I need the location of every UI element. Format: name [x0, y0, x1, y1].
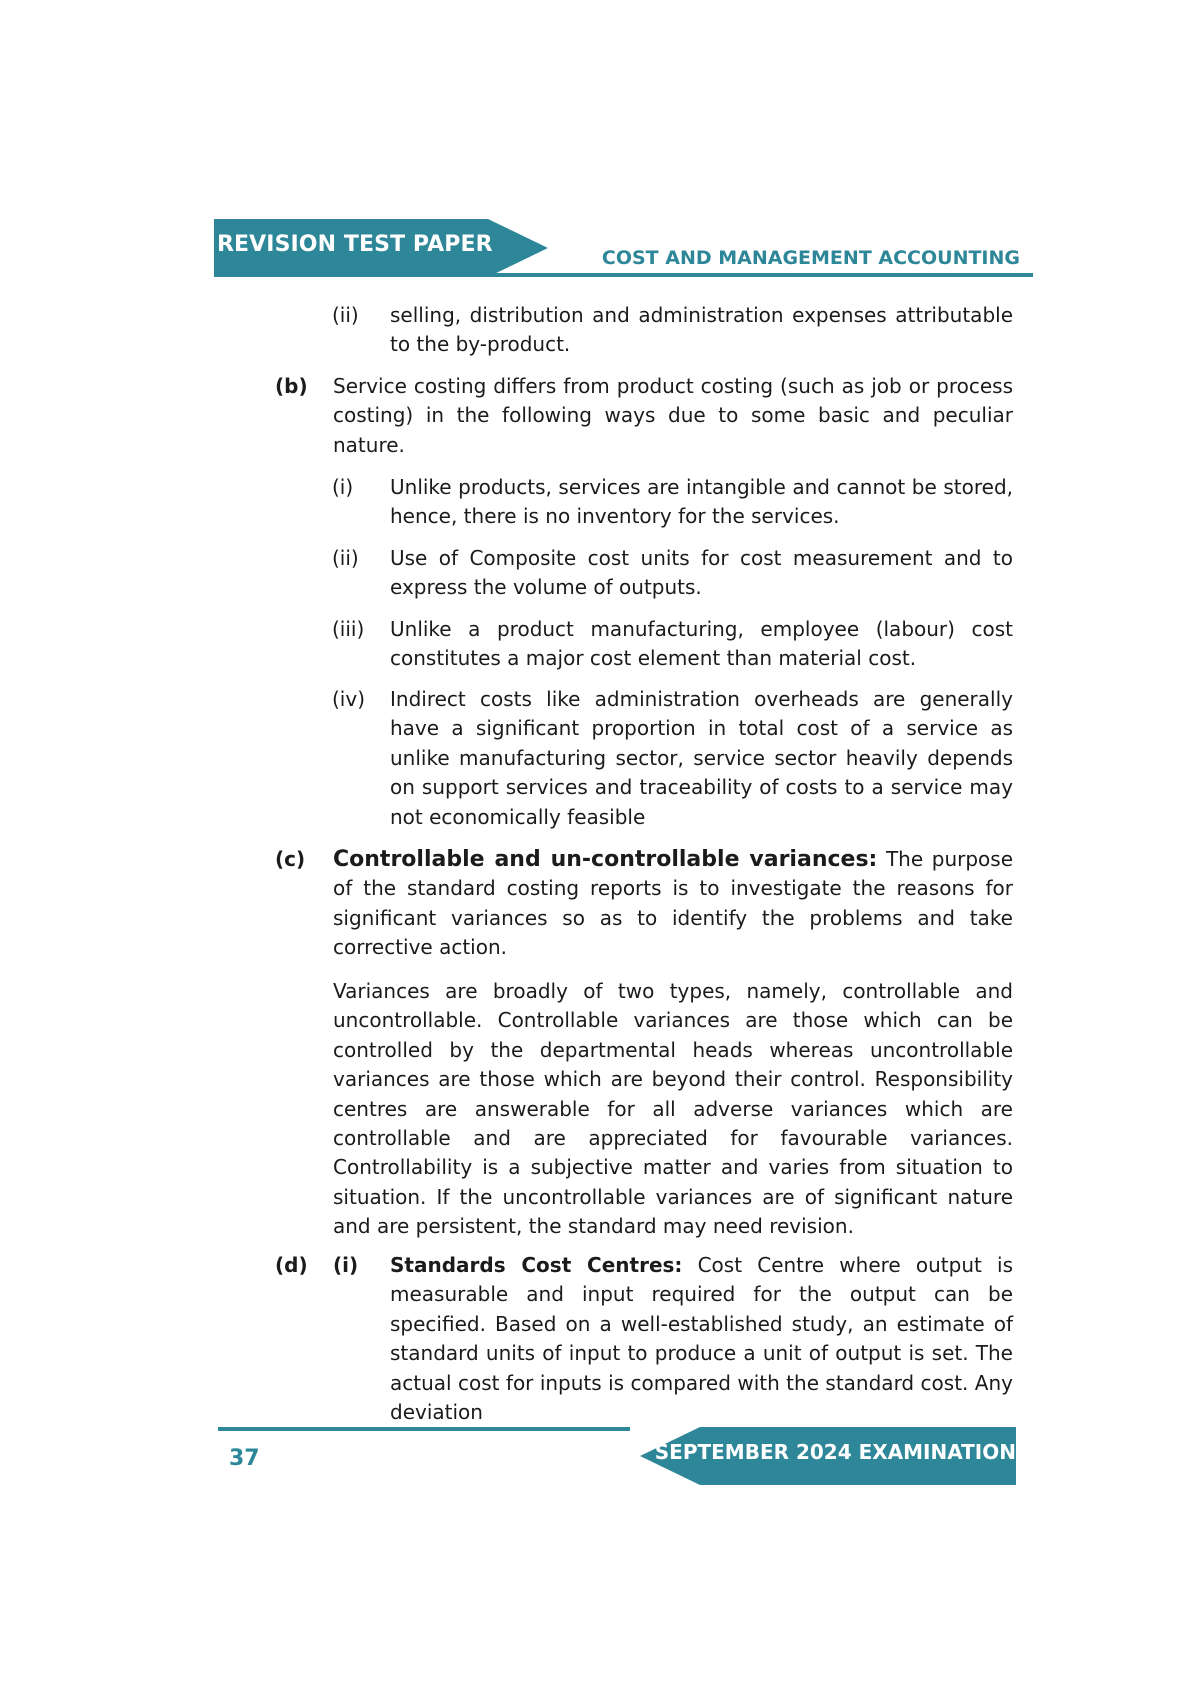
section-label-b: (b)	[275, 374, 308, 398]
page-number: 37	[229, 1446, 260, 1471]
section-c-heading: Controllable and un-controllable variances:	[333, 847, 878, 872]
section-b-text: Service costing differs from product costing (such as job or process costing) in the following ways due to some basic and peculiar nature.	[333, 374, 1013, 457]
header-right-title: COST AND MANAGEMENT ACCOUNTING	[601, 247, 1020, 269]
list-item-text: Unlike products, services are intangible and cannot be stored, hence, there is no inventory for the services.	[390, 475, 1013, 529]
list-item-text: Unlike a product manufacturing, employee (labour) cost constitutes a major cost element than material cost.	[390, 617, 1013, 671]
list-item-number: (iii)	[332, 617, 365, 641]
section-d-text	[390, 1251, 1013, 1427]
footer-exam-title: SEPTEMBER 2024 EXAMINATION	[654, 1440, 1016, 1464]
section-label-d: (d)	[275, 1253, 308, 1277]
list-item-number: (iv)	[332, 687, 365, 711]
section-d-number: (i)	[333, 1253, 359, 1277]
footer-rule	[218, 1427, 630, 1431]
section-d-heading: Standards Cost Centres:	[390, 1253, 683, 1277]
section-c-body: The purpose of the standard costing reports is to investigate the reasons for significant variances so as to identify the problems and take corrective action.	[333, 847, 1013, 960]
section-d-body: Cost Centre where output is measurable and input required for the output can be specified. Based on a well-established study, an estimate of standard units of input to produce a unit of output is set. The actual cost for inputs is compared with the standard cost. Any deviation	[390, 1253, 1014, 1425]
list-item-number: (ii)	[332, 546, 359, 570]
item-text: selling, distribution and administration expenses attributable to the by-product.	[390, 303, 1013, 357]
section-c-paragraph: Variances are broadly of two types, namely, controllable and uncontrollable. Controllable variances are those which can be controlled by the departmental heads whereas uncontrollable variances are those which are beyond their control. Responsibility centres are answerable for all adverse variances which are controllable and are appreciated for favourable variances. Controllability is a subjective matter and varies from situation to situation. If the uncontrollable variances are of significant nature and are persistent, the standard may need revision.	[333, 979, 1013, 1239]
section-c-text	[333, 845, 1013, 963]
list-item-number: (i)	[332, 475, 354, 499]
header-left-title: REVISION TEST PAPER	[217, 232, 493, 257]
list-item-text: Indirect costs like administration overheads are generally have a significant proportion in total cost of a service as unlike manufacturing sector, service sector heavily depends on support services and traceability of costs to a service may not economically feasible	[390, 687, 1013, 829]
item-number: (ii)	[332, 303, 359, 327]
section-label-c: (c)	[275, 847, 306, 871]
header-rule	[214, 273, 1033, 277]
list-item-text: Use of Composite cost units for cost measurement and to express the volume of outputs.	[390, 546, 1013, 600]
